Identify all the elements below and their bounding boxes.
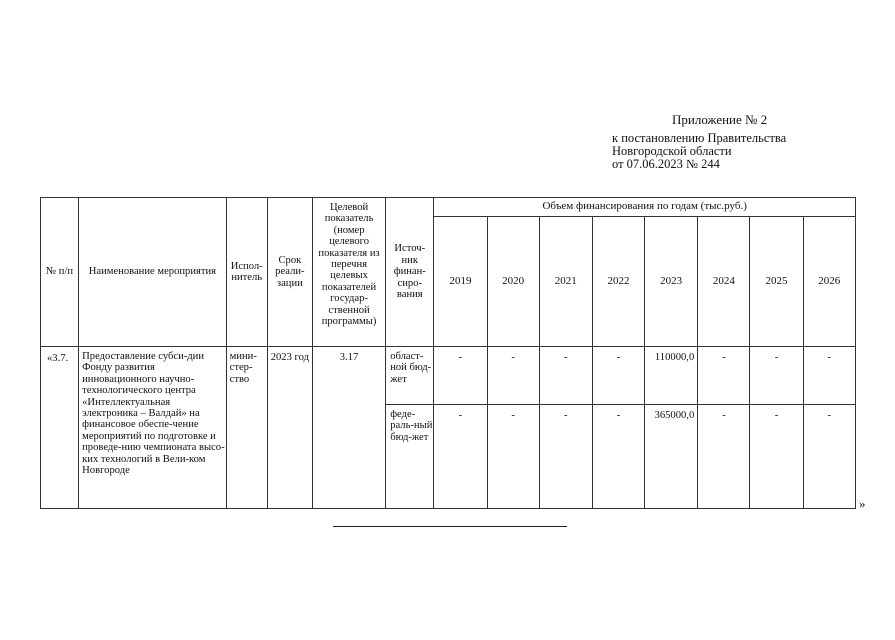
annex-title: Приложение № 2	[672, 112, 768, 127]
source-federal: феде-раль-ный бюд-жет	[386, 405, 434, 509]
header-year: 2023	[645, 217, 698, 347]
row-num: «3.7.	[41, 347, 79, 509]
value-cell: -	[750, 347, 803, 405]
value-cell: -	[487, 347, 539, 405]
value-cell: -	[698, 405, 750, 509]
annex-line-1: к постановлению Правительства	[612, 131, 787, 145]
value-cell: -	[434, 347, 487, 405]
header-term: Срок реали-зации	[267, 198, 312, 347]
row-executor: мини-стер-ство	[226, 347, 267, 509]
header-year: 2022	[592, 217, 644, 347]
value-cell: -	[592, 405, 644, 509]
header-year: 2020	[487, 217, 539, 347]
row-target: 3.17	[312, 347, 385, 509]
source-regional: област-ной бюд-жет	[386, 347, 434, 405]
financing-table	[40, 197, 856, 509]
header-source: Источ-ник финан-сиро-вания	[386, 198, 434, 347]
value-cell: -	[698, 347, 750, 405]
header-financing: Объем финансирования по годам (тыс.руб.)	[434, 198, 856, 217]
value-cell: -	[539, 405, 592, 509]
annex-line-2: Новгородской области	[612, 144, 732, 158]
closing-quote: »	[859, 496, 866, 511]
header-executor: Испол-нитель	[226, 198, 267, 347]
footer-divider	[333, 526, 567, 527]
row-name: Предоставление субси-дии Фонду развития инновационного научно-технологического центра «Интеллектуальная электроника – Валдай» на финансовое обеспе-чение мероприятий по подготовке и проведе-нию чемпионата высо-ких технологий в Вели-ком Новгороде	[79, 347, 227, 509]
header-year: 2026	[803, 217, 855, 347]
value-cell: -	[750, 405, 803, 509]
header-year: 2021	[539, 217, 592, 347]
value-cell: 365000,0	[645, 405, 698, 509]
value-cell: -	[803, 405, 855, 509]
row-term: 2023 год	[267, 347, 312, 509]
header-target: Целевой показатель (номер целевого показателя из перечня целевых показателей государ-ственной программы)	[312, 198, 385, 347]
annex-line-3: от 07.06.2023 № 244	[612, 157, 720, 171]
value-cell: -	[487, 405, 539, 509]
header-num: № п/п	[41, 198, 79, 347]
value-cell: -	[803, 347, 855, 405]
header-year: 2024	[698, 217, 750, 347]
value-cell: -	[539, 347, 592, 405]
value-cell: -	[592, 347, 644, 405]
header-name: Наименование мероприятия	[79, 198, 227, 347]
header-year: 2019	[434, 217, 487, 347]
value-cell: 110000,0	[645, 347, 698, 405]
header-year: 2025	[750, 217, 803, 347]
value-cell: -	[434, 405, 487, 509]
